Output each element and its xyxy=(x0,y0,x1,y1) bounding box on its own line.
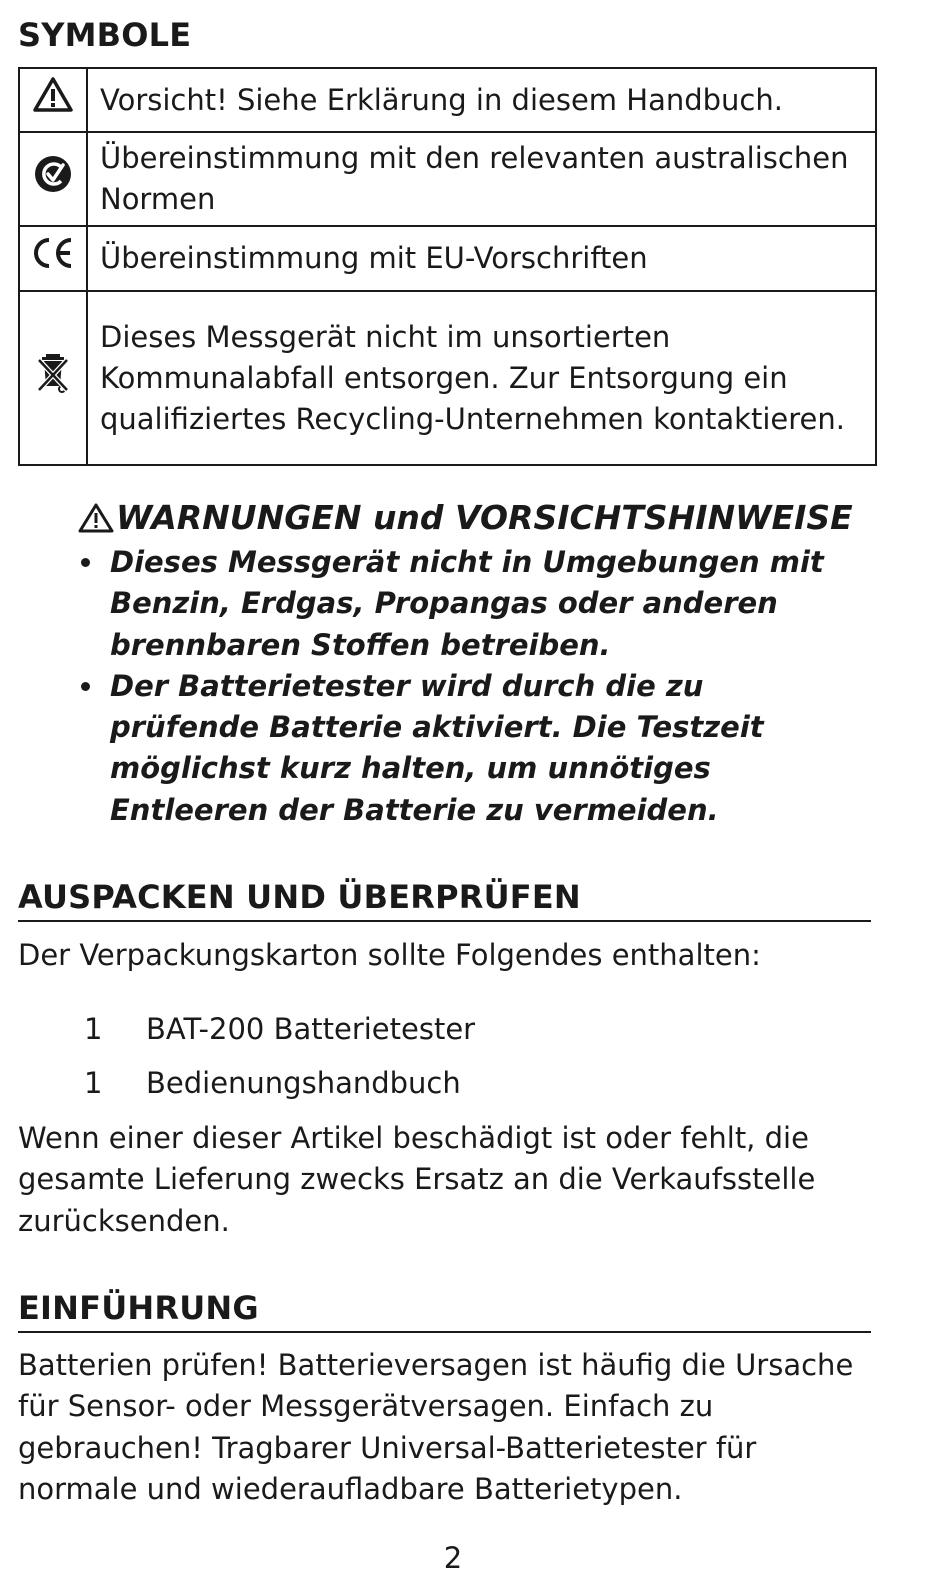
list-item xyxy=(84,1063,461,1104)
symbol-row xyxy=(19,226,876,291)
unpacking-intro: Der Verpackungskarton sollte Folgendes enthalten: xyxy=(18,938,761,972)
warning-item: Der Batterietester wird durch die zu prüfende Batterie aktiviert. Die Testzeit möglichst kurz halten, um unnötiges Entleeren der Batterie zu vermeiden. xyxy=(78,666,858,831)
warnings-heading-text: WARNUNGEN und VORSICHTSHINWEISE xyxy=(116,498,853,537)
unpacking-paragraph: Wenn einer dieser Artikel beschädigt ist oder fehlt, die gesamte Lieferung zwecks Ersatz an die Verkaufsstelle zurücksenden. xyxy=(18,1121,816,1238)
symbol-row xyxy=(19,132,876,226)
symbol-description: Übereinstimmung mit EU-Vorschriften xyxy=(87,226,876,291)
symbol-icon-cell xyxy=(19,68,87,132)
symbols-table xyxy=(18,67,877,466)
symbol-description: Vorsicht! Siehe Erklärung in diesem Handbuch. xyxy=(87,68,876,132)
symbol-description: Übereinstimmung mit den relevanten australischen Normen xyxy=(87,132,876,226)
item-quantity: 1 xyxy=(84,1012,103,1046)
list-item xyxy=(84,1009,475,1050)
c-tick-mark-icon xyxy=(33,154,73,194)
symbol-icon-cell xyxy=(19,226,87,291)
symbol-row xyxy=(19,68,876,132)
symbol-icon-cell xyxy=(19,132,87,226)
introduction-heading: EINFÜHRUNG xyxy=(18,1289,871,1333)
warning-triangle-icon xyxy=(33,77,73,113)
unpacking-heading: AUSPACKEN UND ÜBERPRÜFEN xyxy=(18,878,871,922)
warnings-heading xyxy=(78,496,858,540)
symbols-heading: SYMBOLE xyxy=(18,16,192,54)
ce-mark-icon xyxy=(31,236,75,270)
warning-item: Dieses Messgerät nicht in Umgebungen mit Benzin, Erdgas, Propangas oder anderen brennbaren Stoffen betreiben. xyxy=(78,542,858,666)
symbol-icon-cell xyxy=(19,291,87,465)
page-number: 2 xyxy=(443,1541,463,1575)
introduction-paragraph: Batterien prüfen! Batterieversagen ist häufig die Ursache für Sensor- oder Messgerätversagen. Einfach zu gebrauchen! Tragbarer Universal-Batterietester für normale und wiederaufladbare Batterietypen. xyxy=(18,1348,854,1506)
symbol-row xyxy=(19,291,876,465)
item-name: BAT-200 Batterietester xyxy=(146,1012,476,1046)
item-quantity: 1 xyxy=(84,1066,103,1100)
warnings-list xyxy=(78,542,858,831)
warning-triangle-icon xyxy=(78,503,114,533)
item-name: Bedienungshandbuch xyxy=(146,1066,461,1100)
crossed-out-wheelie-bin-icon xyxy=(36,352,70,394)
symbol-description: Dieses Messgerät nicht im unsortierten Kommunalabfall entsorgen. Zur Entsorgung ein qualifiziertes Recycling-Unternehmen kontaktieren. xyxy=(87,291,876,465)
warnings-block xyxy=(78,496,858,831)
